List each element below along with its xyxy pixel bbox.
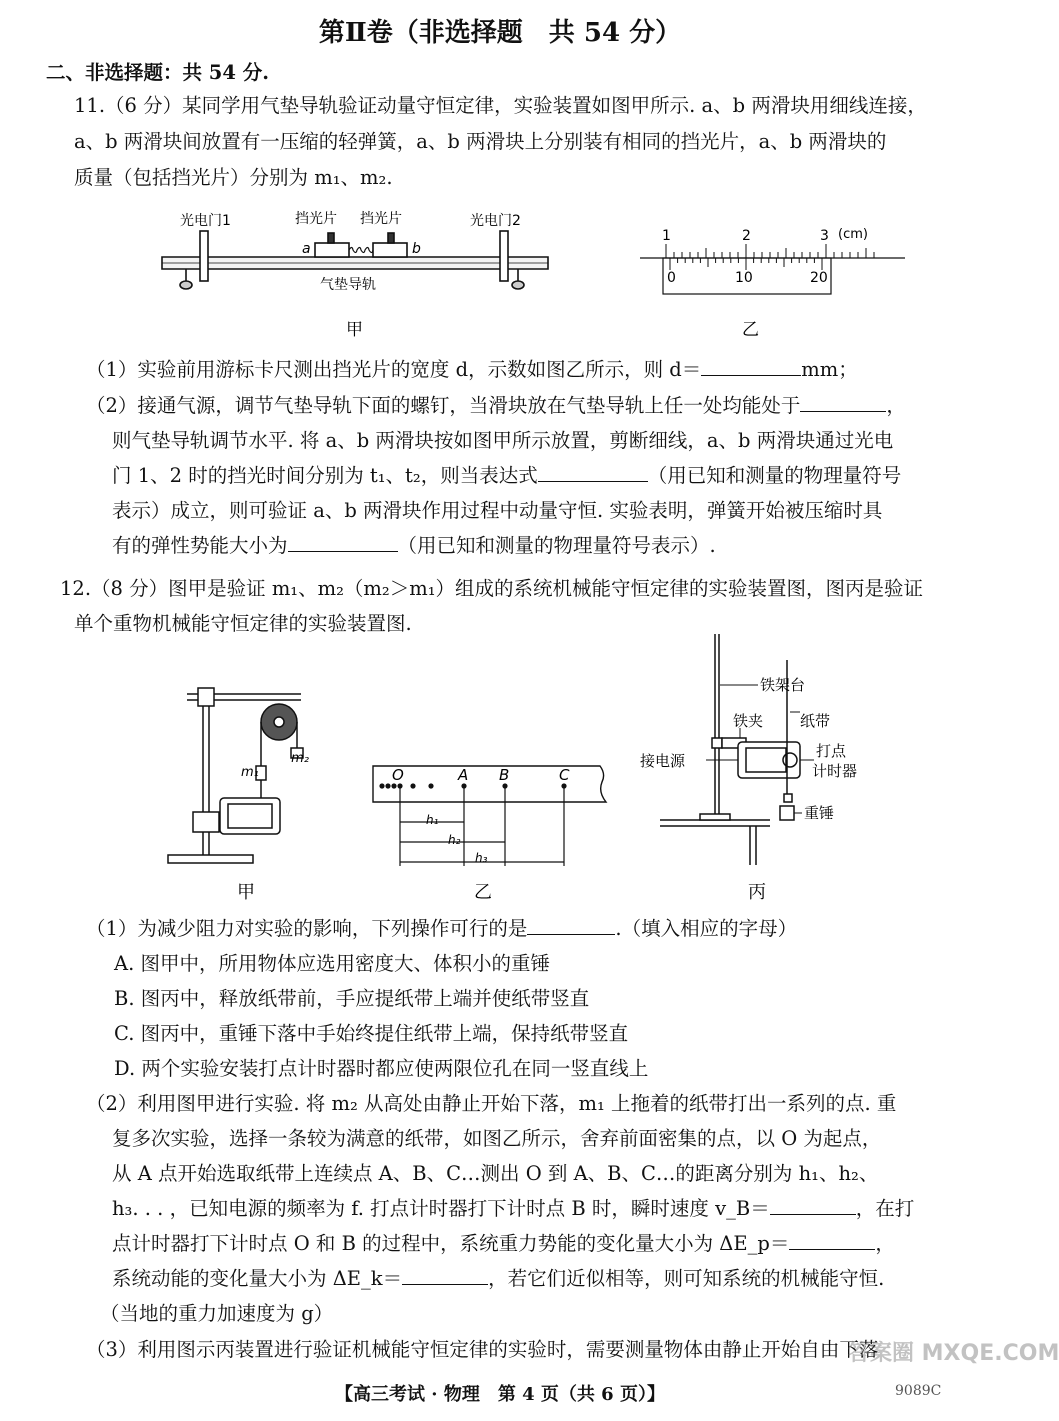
q12-part-1: （1）为减少阻力对实验的影响，下列操作可行的是 .（填入相应的字母） [86,911,797,947]
q11-main-tick-1: 1 [662,228,671,244]
page-title: 第Ⅱ卷（非选择题 共 54 分） [318,18,682,48]
q11-line-1: 11.（6 分）某同学用气垫导轨验证动量守恒定律，实验装置如图甲所示. a、b 两滑块用细线连接， [74,94,927,117]
tape-dot [379,783,384,788]
q11-figure-air-track [150,205,560,340]
q11-part-2-line-5: 有的弹性势能大小为 （用已知和测量的物理量符号表示）. [112,528,716,564]
q11-line-3: 质量（包括挡光片）分别为 m₁、m₂. [74,166,393,189]
q11-vernier-tick-0: 0 [667,270,676,286]
q11-answer-blank-expression[interactable] [538,459,648,482]
tape-dot [428,783,433,788]
q12-point-B-label: B [499,766,510,784]
q12-part-2-line-3: 从 A 点开始选取纸带上连续点 A、B、C…测出 O 到 A、B、C…的距离分别为 h₁、h₂、 [112,1162,879,1185]
q11-slider-b-label: b [412,241,421,257]
q11-answer-blank-state[interactable] [800,389,886,412]
q11-rail-label: 气垫导轨 [320,277,376,293]
q11-fig-yi-caption: 乙 [742,320,759,340]
q11-part-2-line-2: 则气垫导轨调节水平. 将 a、b 两滑块按如图甲所示放置，剪断细线，a、b 两滑块通过光电 [112,429,894,452]
q11-part-2-line-3: 门 1、2 时的挡光时间分别为 t₁、t₂，则当表达式 （用已知和测量的物理量符号 [112,458,901,494]
q11-slider-a-label: a [302,241,311,257]
q12-figure-paper-tape [368,762,613,910]
q11-vernier-tick-20: 20 [810,270,828,286]
q12-line-1: 12.（8 分）图甲是验证 m₁、m₂（m₂＞m₁）组成的系统机械能守恒定律的实验装置图，图丙是验证 [60,577,924,600]
q12-answer-blank-ep[interactable] [789,1227,875,1250]
q12-m1-label: m₁ [241,765,259,780]
q11-gate2-label: 光电门2 [470,213,521,229]
q12-timer-label-2: 计时器 [812,762,858,780]
q12-option-b: B. 图丙中，释放纸带前，手应提纸带上端并使纸带竖直 [114,987,590,1010]
q12-fig-jia-caption: 甲 [237,882,255,903]
q11-fig-jia-caption: 甲 [346,320,363,340]
q11-unit-label: (cm) [838,227,868,242]
q12-h3-label: h₃ [475,851,488,865]
q11-part-2-line-1: （2）接通气源，调节气垫导轨下面的螺钉，当滑块放在气垫导轨上任一处均能处于 ， [86,388,906,424]
q12-figure-pulley-setup [165,680,315,910]
q12-power-label: 接电源 [640,752,686,770]
q12-option-d: D. 两个实验安装打点计时器时都应使两限位孔在同一竖直线上 [114,1057,649,1080]
q12-m2-label: m₂ [291,751,309,766]
q11-answer-blank-d[interactable] [701,353,801,376]
section-heading: 二、非选择题：共 54 分. [46,61,270,84]
q12-clamp-label: 铁夹 [733,712,764,730]
q11-answer-blank-energy[interactable] [288,529,398,552]
tape-dot [410,783,415,788]
q12-weight-label: 重锤 [804,804,835,822]
page-footer: 【高三考试 · 物理 第 4 页（共 6 页）】 [335,1384,665,1405]
q12-answer-blank-vb[interactable] [770,1192,856,1215]
q12-figure-free-fall [640,630,875,910]
q11-line-2: a、b 两滑块间放置有一压缩的轻弹簧，a、b 两滑块上分别装有相同的挡光片，a、b 两滑块的 [74,130,887,153]
q12-part-2-line-4: h₃. . . ，已知电源的频率为 f. 打点计时器打下计时点 B 时，瞬时速度 v_B＝ ，在打 [112,1191,914,1227]
q12-point-A-label: A [458,766,469,784]
q12-stand-label: 铁架台 [760,676,806,694]
q11-gate1-label: 光电门1 [180,213,231,229]
q12-part-2-line-6: 系统动能的变化量大小为 ΔE_k＝ ，若它们近似相等，则可知系统的机械能守恒. [112,1261,884,1297]
q12-tape-label: 纸带 [800,712,831,730]
watermark-logo: 答案圈 MXQE.COM [848,1341,1059,1366]
q12-answer-blank-choice[interactable] [527,912,615,935]
q11-part-2-line-4: 表示）成立，则可验证 a、b 两滑块作用过程中动量守恒. 实验表明，弹簧开始被压缩时具 [112,499,883,522]
q12-part-3: （3）利用图示丙装置进行验证机械能守恒定律的实验时，需要测量物体由静止开始自由下落 [86,1338,879,1361]
q12-option-a: A. 图甲中，所用物体应选用密度大、体积小的重锤 [114,952,550,975]
q12-point-C-label: C [559,766,570,784]
q12-h1-label: h₁ [426,813,439,827]
tape-dot [385,783,390,788]
q11-part-1: （1）实验前用游标卡尺测出挡光片的宽度 d，示数如图乙所示，则 d＝ mm； [86,352,858,388]
q11-main-tick-2: 2 [742,228,751,244]
q11-vernier-tick-10: 10 [735,270,753,286]
q12-point-O-label: O [392,766,404,784]
q12-answer-blank-ek[interactable] [402,1262,488,1285]
q11-shade2-label: 挡光片 [360,211,402,227]
q12-part-2-line-2: 复多次实验，选择一条较为满意的纸带，如图乙所示，舍弃前面密集的点，以 O 为起点， [112,1127,882,1150]
q12-h2-label: h₂ [448,833,461,847]
q12-timer-label-1: 打点 [816,742,847,760]
q12-part-2-line-7: （当地的重力加速度为 g） [100,1302,334,1325]
q12-fig-bing-caption: 丙 [748,882,766,903]
q11-main-tick-3: 3 [820,228,829,244]
q12-part-2-line-1: （2）利用图甲进行实验. 将 m₂ 从高处由静止开始下落，m₁ 上拖着的纸带打出一系列的点. 重 [86,1092,897,1115]
q12-option-c: C. 图丙中，重锤下落中手始终提住纸带上端，保持纸带竖直 [114,1022,629,1045]
tape-dot [391,783,396,788]
q11-figure-vernier [630,220,910,340]
q12-line-2: 单个重物机械能守恒定律的实验装置图. [74,612,412,635]
q12-fig-yi-caption: 乙 [474,882,492,903]
q12-part-2-line-5: 点计时器打下计时点 O 和 B 的过程中，系统重力势能的变化量大小为 ΔE_p＝ ， [112,1226,895,1262]
exam-code: 9089C [895,1383,942,1399]
q11-shade1-label: 挡光片 [295,211,337,227]
